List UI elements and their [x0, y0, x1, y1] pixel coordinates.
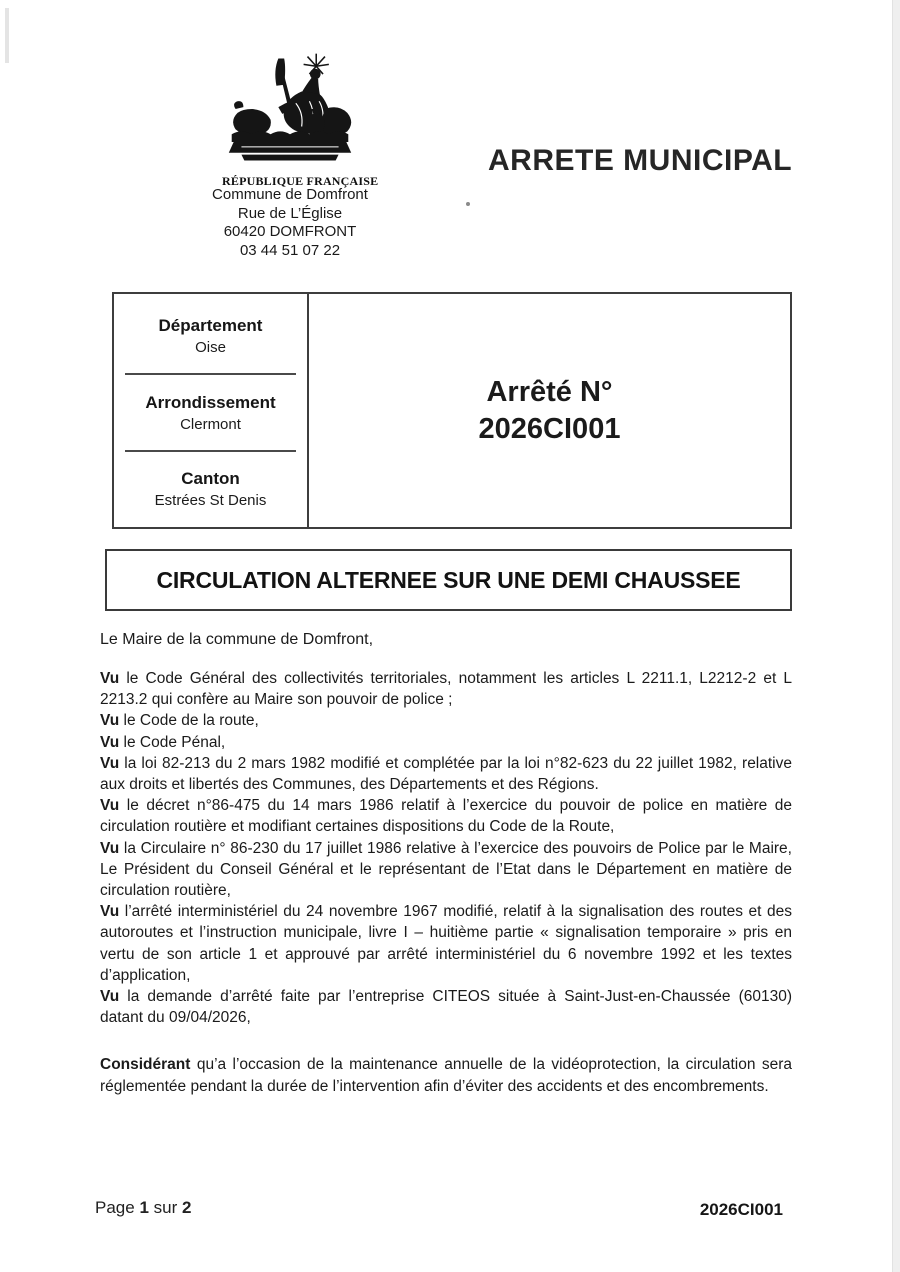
footer-document-number: 2026CI001 [699, 1200, 783, 1219]
arrondissement-value: Clermont [180, 415, 241, 433]
departement-value: Oise [195, 339, 226, 356]
vu-lead: Vu [100, 988, 120, 1006]
departement-label: Département [158, 316, 263, 335]
footer-page-word: Page [95, 1198, 135, 1217]
vu-text: la loi 82-213 du 2 mars 1982 modifié et complétée par la loi n°82-623 du 22 juillet 1982, relative aux droits et libertés des Communes, des Départements et des Régions. [100, 754, 792, 794]
address-line-commune: Commune de Domfront [212, 186, 368, 203]
vu-paragraph [100, 710, 792, 731]
footer-page-number: 1 [139, 1198, 149, 1217]
vu-lead: Vu [100, 733, 120, 751]
departement-section [114, 316, 307, 356]
section-divider [125, 450, 296, 452]
vu-paragraph [100, 986, 792, 1028]
considerant-lead: Considérant [100, 1056, 191, 1074]
subject-title: CIRCULATION ALTERNEE SUR UNE DEMI CHAUSSEE [156, 566, 741, 593]
arrete-number-value: 2026CI001 [478, 412, 621, 445]
scan-speck-artifact [466, 202, 470, 206]
canton-section [114, 469, 307, 509]
vu-text: le décret n°86-475 du 14 mars 1986 relatif à l’exercice du pouvoir de police en matière de circulation routière et modifiant certaines dispositions du Code de la Route, [100, 797, 792, 836]
scan-edge-artifact [892, 0, 900, 1272]
vu-lead: Vu [100, 903, 120, 921]
document-title: ARRETE MUNICIPAL [488, 144, 793, 177]
vu-paragraph [100, 668, 792, 710]
vu-lead: Vu [100, 670, 120, 687]
considerant-text: qu’a l’occasion de la maintenance annuelle de la vidéoprotection, la circulation sera réglementée pendant la durée de l’intervention afin d’éviter des accidents et des encombrements. [100, 1056, 792, 1095]
commune-address-block [190, 186, 390, 260]
address-line-street: Rue de L’Église [237, 204, 343, 222]
opening-line: Le Maire de la commune de Domfront, [100, 631, 374, 648]
arrete-number-cell [309, 294, 790, 527]
territorial-info-column [114, 294, 309, 527]
arrondissement-section [114, 393, 307, 433]
canton-value: Estrées St Denis [154, 492, 267, 509]
arrondissement-label: Arrondissement [145, 392, 276, 412]
canton-label: Canton [181, 469, 240, 488]
vu-paragraph [100, 838, 792, 902]
vu-lead: Vu [100, 712, 120, 730]
seal-caption: RÉPUBLIQUE FRANÇAISE [222, 174, 379, 188]
vu-lead: Vu [100, 754, 120, 772]
vu-text: le Code Pénal, [119, 733, 226, 751]
republique-francaise-seal-icon [222, 52, 358, 168]
vu-text: l’arrêté interministériel du 24 novembre 1967 modifié, relatif à la signalisation des routes et des autoroutes et l’instruction municipale, livre I – huitième partie « signalisation temporaire » pris en vertu de son article 1 et approuvé par arrêté interministériel du 6 novembre 1992 et les textes d’application, [100, 903, 792, 984]
vu-text: le Code de la route, [119, 712, 259, 730]
footer-total-pages: 2 [182, 1198, 192, 1217]
administrative-info-box [112, 292, 792, 529]
section-divider [125, 373, 296, 375]
vu-paragraph [100, 795, 792, 837]
vu-text: le Code Général des collectivités territoriales, notamment les articles L 2211.1, L2212-2 et L 2213.2 qui confère au Maire son pouvoir de police ; [100, 670, 792, 709]
scan-edge-artifact [5, 8, 9, 63]
body-text-block [100, 668, 792, 1097]
vu-text: la Circulaire n° 86-230 du 17 juillet 1986 relative à l’exercice des pouvoirs de Police par le Maire, Le Président du Conseil Général et le représentant de l’Etat dans le Département en matière de circulation routière, [100, 839, 792, 900]
footer-sur-word: sur [153, 1198, 178, 1217]
address-line-phone: 03 44 51 07 22 [239, 241, 341, 259]
vu-text: la demande d’arrêté faite par l’entreprise CITEOS située à Saint-Just-en-Chaussée (60130) datant du 09/04/2026, [100, 988, 792, 1027]
subject-banner [105, 549, 792, 611]
vu-paragraph [100, 732, 792, 753]
vu-paragraph [100, 753, 792, 795]
vu-lead: Vu [100, 797, 120, 815]
header-seal-block [222, 52, 379, 189]
vu-paragraph [100, 901, 792, 986]
considerant-paragraph [100, 1054, 792, 1096]
arrete-number-label: Arrêté N° [486, 375, 613, 408]
footer-page-indicator [95, 1198, 191, 1218]
vu-lead: Vu [100, 839, 120, 857]
address-line-postal: 60420 DOMFRONT [223, 223, 357, 240]
